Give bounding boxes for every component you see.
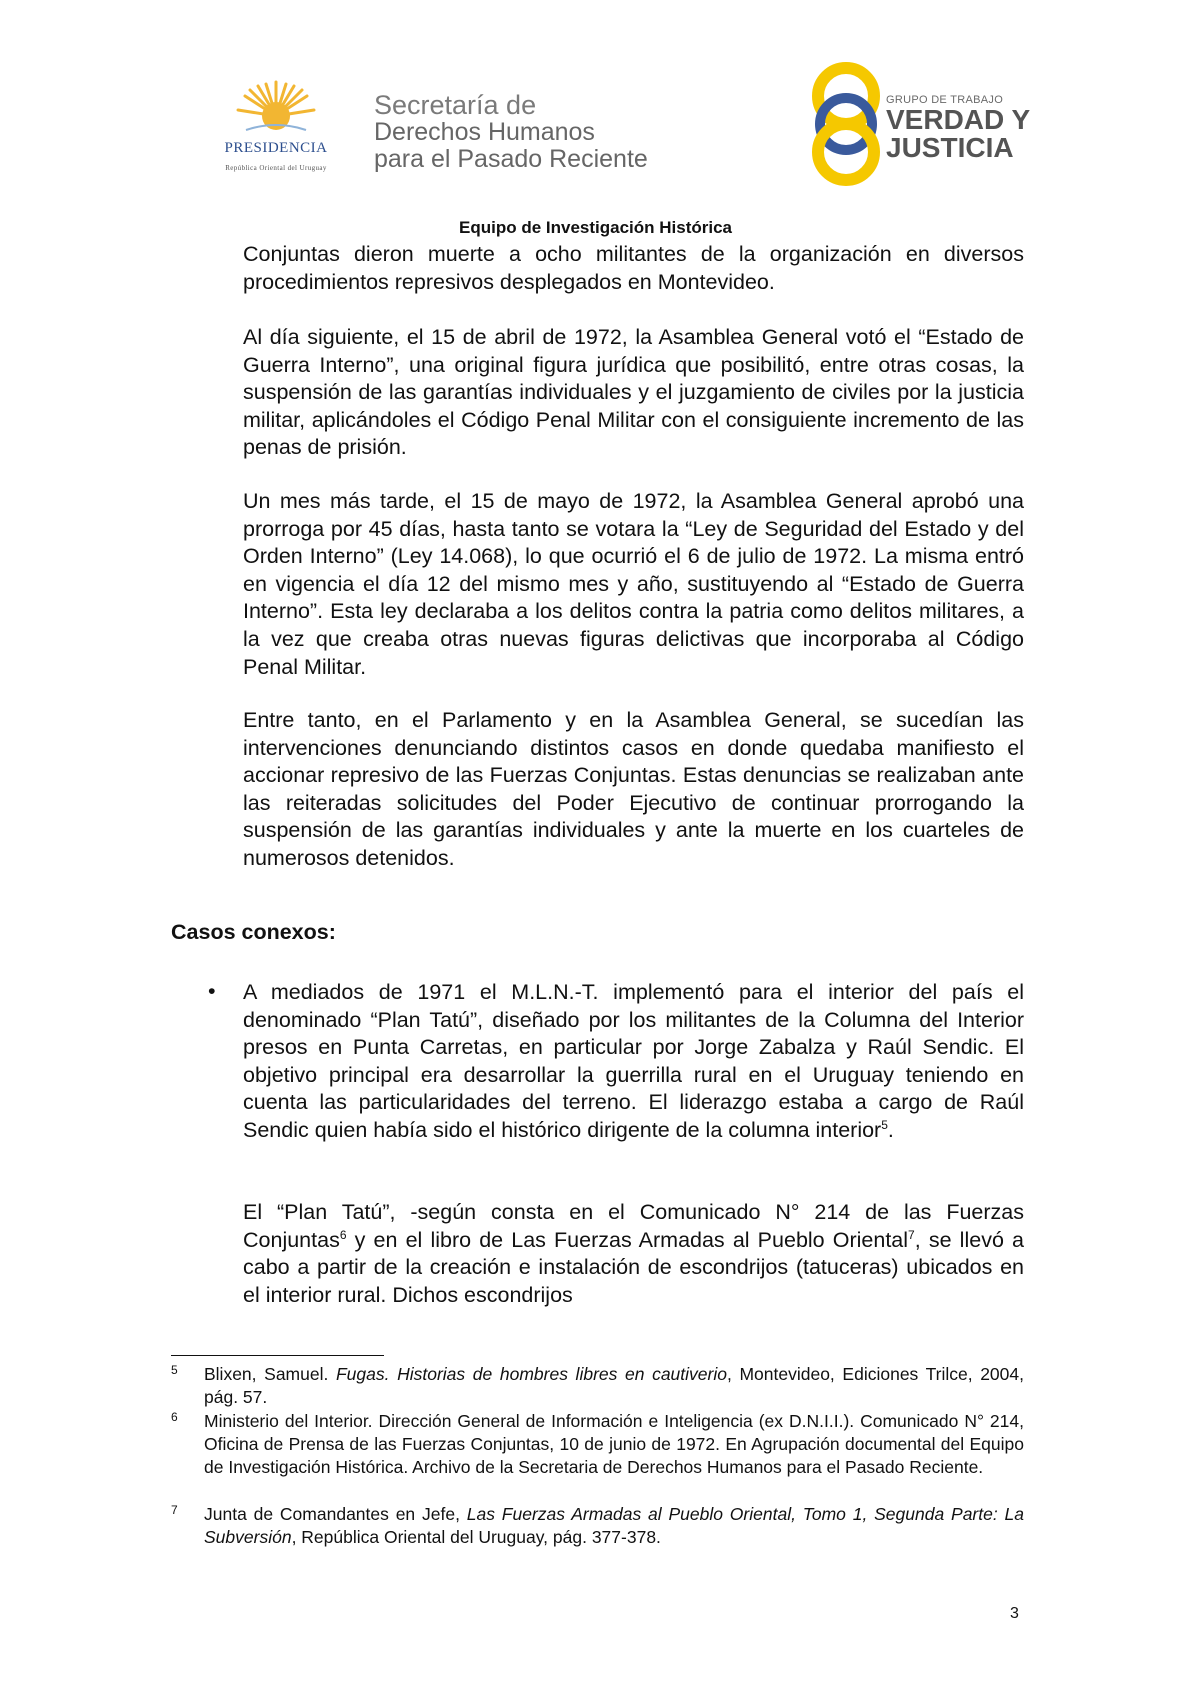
secretaria-title bbox=[374, 92, 648, 173]
footnote-5 bbox=[171, 1363, 1024, 1409]
paragraph-3: Un mes más tarde, el 15 de mayo de 1972, la Asamblea General aprobó una prorroga por 45 días, hasta tanto se votara la “Ley de Seguridad del Estado y del Orden Interno” (Ley 14.068), lo que ocurrió el 6 de julio de 1972. La misma entró en vigencia el día 12 del mismo mes y año, sustituyendo al “Estado de Guerra Interno”. Esta ley declaraba a los delitos contra la patria como delitos militares, a la vez que creaba otras nuevas figuras delictivas que incorporaba al Código Penal Militar. bbox=[243, 489, 1024, 679]
plan-text-a: El “Plan Tatú”, -según consta en el Comunicado N° 214 de las Fuerzas Conjuntas bbox=[243, 1200, 1024, 1252]
footnote-6-text: Ministerio del Interior. Dirección General de Información e Inteligencia (ex D.N.I.I.). Comunicado N° 214, Oficina de Prensa de las Fuerzas Conjuntas, 10 de junio de 1972. En Agrupación documental del Equipo de Investigación Histórica. Archivo de la Secretaria de Derechos Humanos para el Pasado Reciente. bbox=[204, 1411, 1024, 1477]
footnote-ref-7[interactable]: 7 bbox=[908, 1227, 915, 1242]
footnote-5-details: , Montevideo, Ediciones Trilce, 2004, pág. 57. bbox=[204, 1364, 1024, 1407]
letterhead bbox=[0, 0, 1191, 200]
presidencia-label: PRESIDENCIA bbox=[224, 140, 328, 156]
footnote-7-author: Junta de Comandantes en Jefe, bbox=[204, 1504, 467, 1524]
secretaria-line-3: para el Pasado Reciente bbox=[374, 145, 648, 173]
footnote-5-text bbox=[204, 1363, 1024, 1409]
secretaria-line-2: Derechos Humanos bbox=[374, 118, 595, 146]
bullet-item bbox=[243, 979, 1024, 1145]
rings-logo-icon bbox=[808, 62, 884, 186]
grupo-trabajo-label: GRUPO DE TRABAJO bbox=[886, 94, 1004, 106]
paragraph-4: Entre tanto, en el Parlamento y en la Asamblea General, se sucedían las intervenciones denunciando distintos casos en donde quedaba manifiesto el accionar represivo de las Fuerzas Conjuntas. Estas denuncias se realizaban ante las reiteradas solicitudes del Poder Ejecutivo de continuar prorrogando la suspensión de las garantías individuales y ante la muerte en los cuarteles de numerosos detenidos. bbox=[243, 708, 1024, 870]
page-number: 3 bbox=[1010, 1605, 1019, 1622]
bullet-item-text: A mediados de 1971 el M.L.N.-T. implementó para el interior del país el denominado “Plan Tatú”, diseñado por los militantes de la Columna del Interior presos en Punta Carretas, en particular por Jorge Zabalza y Raúl Sendic. El objetivo principal era desarrollar la guerrilla rural en el Uruguay teniendo en cuenta las particularidades del terreno. El liderazgo estaba a cargo de Raúl Sendic quien había sido el histórico dirigente de la columna interior bbox=[243, 980, 1024, 1142]
footnote-7-text bbox=[204, 1503, 1024, 1549]
plan-text-b: y en el libro de Las Fuerzas Armadas al Pueblo Oriental bbox=[346, 1227, 909, 1252]
section-heading: Casos conexos: bbox=[171, 920, 336, 944]
secretaria-line-1: Secretaría de bbox=[374, 90, 537, 120]
footnote-5-title: Fugas. Historias de hombres libres en cautiverio bbox=[335, 1364, 727, 1384]
grupo-trabajo-text bbox=[886, 94, 1030, 162]
footnote-7 bbox=[171, 1503, 1024, 1549]
footnote-5-number: 5 bbox=[171, 1363, 178, 1377]
bullet-marker: • bbox=[208, 979, 216, 1003]
footnote-ref-5[interactable]: 5 bbox=[881, 1117, 888, 1132]
team-heading: Equipo de Investigación Histórica bbox=[459, 218, 732, 237]
justicia-label: JUSTICIA bbox=[886, 132, 1014, 163]
footnote-ref-6[interactable]: 6 bbox=[339, 1227, 347, 1242]
footnote-6-number: 6 bbox=[171, 1410, 178, 1424]
footnote-5-author: Blixen, Samuel. bbox=[204, 1364, 336, 1384]
bullet-item-end: . bbox=[887, 1117, 894, 1142]
presidencia-subtitle: República Oriental del Uruguay bbox=[225, 164, 327, 172]
verdad-label: VERDAD Y bbox=[886, 104, 1031, 135]
plan-text-c: , se llevó a cabo a partir de la creación e instalación de escondrijos (tatuceras) ubicados en el interior rural. Dichos escondrijos bbox=[243, 1227, 1024, 1307]
presidencia-logo bbox=[196, 80, 356, 180]
footnote-7-title: Las Fuerzas Armadas al Pueblo Oriental, Tomo 1, Segunda Parte: La Subversión bbox=[204, 1504, 1025, 1547]
footnote-7-number: 7 bbox=[171, 1503, 178, 1517]
footnote-7-details: , República Oriental del Uruguay, pág. 377-378. bbox=[291, 1527, 661, 1547]
footnote-6 bbox=[171, 1410, 1024, 1479]
footnote-divider bbox=[171, 1355, 384, 1356]
paragraph-1: Conjuntas dieron muerte a ocho militantes de la organización en diversos procedimientos represivos desplegados en Montevideo. bbox=[243, 242, 1024, 294]
sun-icon bbox=[236, 80, 316, 140]
paragraph-2: Al día siguiente, el 15 de abril de 1972, la Asamblea General votó el “Estado de Guerra Interno”, una original figura jurídica que posibilitó, entre otras cosas, la suspensión de las garantías individuales y el juzgamiento de civiles por la justicia militar, aplicándoles el Código Penal Militar con el consiguiente incremento de las penas de prisión. bbox=[243, 325, 1024, 460]
plan-tatu-paragraph bbox=[243, 1199, 1024, 1309]
